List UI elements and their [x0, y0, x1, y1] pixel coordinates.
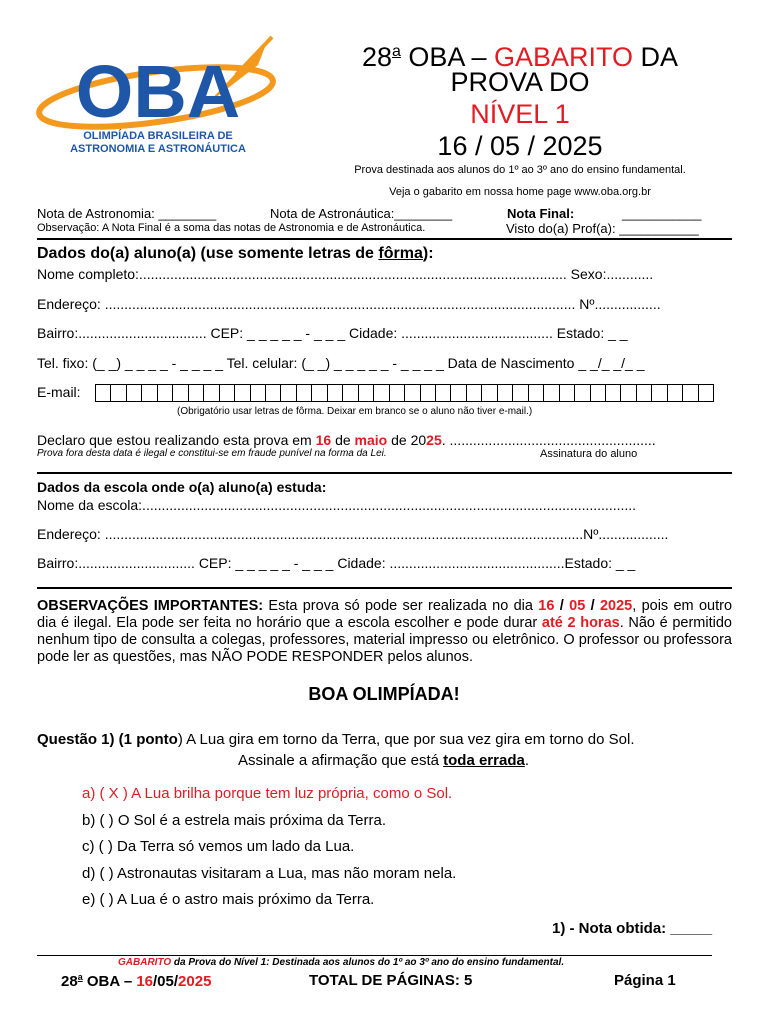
school-name-row: Nome da escola:............................................................................................................................... — [37, 497, 637, 513]
grade-final-label: Nota Final: — [507, 206, 575, 221]
question-1-option-e[interactable]: e) ( ) A Lua é o astro mais próximo da Terra. — [82, 891, 375, 908]
declaration: Declaro que estou realizando esta prova em 16 de maio de 2025. ..................................................... — [37, 432, 656, 448]
email-input[interactable] — [95, 384, 714, 402]
footer-total-pages: TOTAL DE PÁGINAS: 5 — [309, 972, 473, 989]
student-heading: Dados do(a) aluno(a) (use somente letras de fôrma): — [37, 245, 434, 262]
email-label: E-mail: — [37, 384, 81, 400]
question-1-instruction: Assinale a afirmação que está toda errada. — [238, 752, 529, 769]
important-observations: OBSERVAÇÕES IMPORTANTES: Esta prova só pode ser realizada no dia 16 / 05 / 2025, pois em outro dia é ilegal. Ela pode ser feita no horário que a escola escolher e pode durar até 2 horas. Não é permitido nenhum tipo de consulta a colegas, professores, material impresso ou eletrônico. O professor ou professora pode ler as questões, mas NÃO PODE RESPONDER pelos alunos. — [37, 598, 733, 665]
greeting: BOA OLIMPÍADA! — [308, 684, 460, 704]
grade-astronomy: Nota de Astronomia: ________ — [37, 206, 217, 221]
student-bairro-row: Bairro:................................. CEP: _ _ _ _ _ - _ _ _ Cidade: ....................................... Estado: _ _ — [37, 325, 628, 341]
grade-observation: Observação: A Nota Final é a soma das notas de Astronomia e de Astronáutica. — [37, 222, 426, 234]
footer-divider — [37, 955, 712, 956]
header-line-1: 28$^a$ OBA – GABARITO DA — [361, 42, 679, 72]
divider — [37, 238, 732, 240]
school-bairro-row: Bairro:.............................. CEP: _ _ _ _ _ - _ _ _ Cidade: .............................................Estado: _ _ — [37, 555, 636, 571]
teacher-visto: Visto do(a) Prof(a): ___________ — [506, 221, 699, 236]
header-line-3: NÍVEL 1 — [470, 99, 570, 129]
question-1-option-d[interactable]: d) ( ) Astronautas visitaram a Lua, mas não moram nela. — [82, 865, 457, 882]
question-1-text: Questão 1) (1 ponto) A Lua gira em torno da Terra, que por sua vez gira em torno do Sol. — [37, 731, 635, 748]
school-heading: Dados da escola onde o(a) aluno(a) estuda: — [37, 479, 327, 495]
header-line-4: 16 / 05 / 2025 — [437, 131, 603, 161]
question-1-option-a[interactable]: a) ( X ) A Lua brilha porque tem luz própria, como o Sol. — [82, 785, 453, 802]
footer-page-number: Página 1 — [614, 972, 676, 989]
email-note: (Obrigatório usar letras de fôrma. Deixar em branco se o aluno não tiver e-mail.) — [177, 406, 533, 417]
divider — [37, 472, 732, 474]
question-1-option-c[interactable]: c) ( ) Da Terra só vemos um lado da Lua. — [82, 838, 355, 855]
logo-subtitle-2: ASTRONOMIA E ASTRONÁUTICA — [70, 143, 246, 155]
question-1-grade: 1) - Nota obtida: _____ — [552, 920, 713, 937]
header-intro: Prova destinada aos alunos do 1º ao 3º ano do ensino fundamental. — [354, 164, 686, 176]
student-phone-row: Tel. fixo: (_ _) _ _ _ _ - _ _ _ _ Tel. celular: (_ _) _ _ _ _ _ - _ _ _ _ Data de Nascimento _ _/_ _/_ _ — [37, 355, 645, 371]
header-site-note: Veja o gabarito em nossa home page www.oba.org.br — [389, 186, 651, 198]
footer-edition: 28$^a$ OBA – 16/05/2025 — [61, 972, 212, 990]
question-1-option-b[interactable]: b) ( ) O Sol é a estrela mais próxima da Terra. — [82, 812, 386, 829]
divider — [37, 587, 732, 589]
school-address-row: Endereço: ...........................................................................................................................Nº.................. — [37, 526, 669, 542]
oba-logo-icon — [36, 35, 276, 157]
student-name-row: Nome completo:.............................................................................................................. Sexo:............ — [37, 266, 654, 282]
student-address-row: Endereço: ......................................................................................................................... Nº................. — [37, 296, 661, 312]
logo-text: OBA — [75, 50, 241, 133]
header-line-2: PROVA DO — [450, 67, 590, 97]
grade-astronautics: Nota de Astronáutica:________ — [270, 206, 453, 221]
footer-note: GABARITO da Prova do Nível 1: Destinada aos alunos do 1º ao 3º ano do ensino fundamental. — [118, 957, 565, 968]
oba-logo — [36, 35, 276, 157]
signature-label: Assinatura do aluno — [540, 448, 638, 460]
logo-subtitle-1: OLIMPÍADA BRASILEIRA DE — [83, 130, 233, 142]
fraud-note: Prova fora desta data é ilegal e constitui-se em fraude punível na forma da Lei. — [37, 448, 387, 459]
grade-final-blank: ___________ — [622, 206, 702, 221]
